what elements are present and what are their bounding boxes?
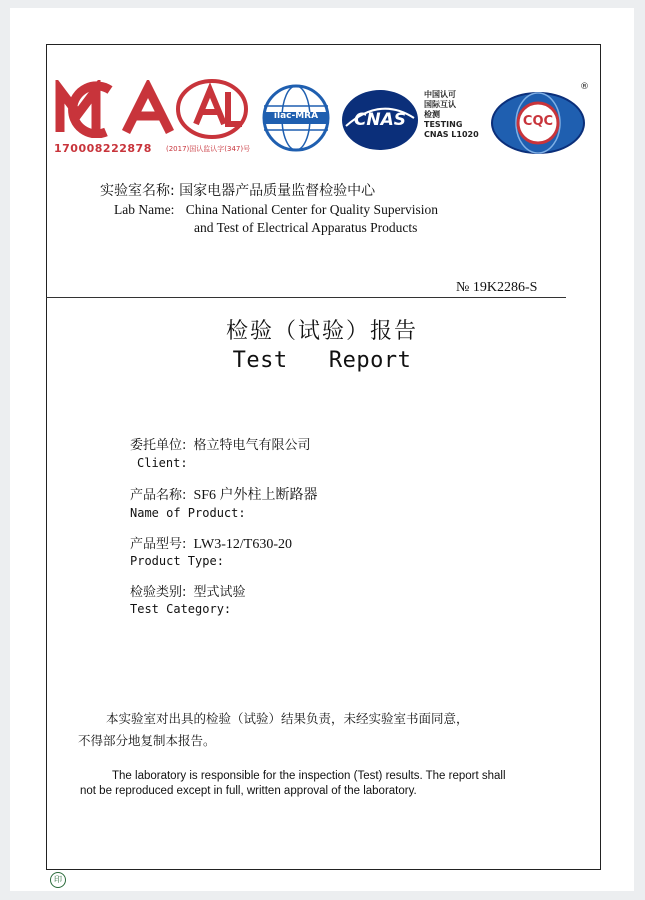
header-divider bbox=[46, 297, 566, 298]
field-value: 格立特电气有限公司 bbox=[193, 438, 311, 453]
cnas-text: CNAS bbox=[353, 110, 407, 130]
field-value: 型式试验 bbox=[193, 585, 246, 600]
field-test-category bbox=[130, 581, 246, 600]
field-label-en: Test Category: bbox=[130, 602, 232, 616]
cma-number: 170008222878 bbox=[54, 142, 152, 155]
lab-name-en-label: Lab Name: bbox=[114, 202, 175, 217]
cnas-logo bbox=[340, 88, 420, 152]
field-label-cn: 检验类别: bbox=[130, 585, 187, 600]
disclaimer-cn-line1: 本实验室对出具的检验（试验）结果负责，未经实验室书面同意， bbox=[106, 711, 469, 726]
lab-name-en-line2: and Test of Electrical Apparatus Products bbox=[194, 220, 418, 235]
cnas-line: 中国认可 bbox=[424, 90, 456, 99]
lab-name-cn-value: 国家电器产品质量监督检验中心 bbox=[179, 183, 376, 199]
field-value: LW3-12/T630-20 bbox=[193, 537, 292, 552]
field-label-en: Name of Product: bbox=[130, 506, 246, 520]
cqc-text: CQC bbox=[522, 114, 554, 129]
cnas-accreditation-text bbox=[424, 90, 479, 140]
field-value: SF6 户外柱上断路器 bbox=[193, 488, 318, 503]
field-label-cn: 产品名称: bbox=[130, 488, 187, 503]
disclaimer-cn-line2: 不得部分地复制本报告。 bbox=[78, 733, 216, 748]
lab-name-en bbox=[114, 201, 438, 218]
cma-logo-mark bbox=[54, 80, 174, 138]
title-en: Test Report bbox=[232, 348, 412, 373]
report-number: № 19K2286-S bbox=[456, 280, 538, 295]
cal-logo-mark bbox=[172, 78, 252, 140]
registered-mark: ® bbox=[580, 82, 589, 92]
cnas-line: CNAS L1020 bbox=[424, 130, 479, 139]
ilac-mra-logo bbox=[260, 82, 332, 154]
disclaimer-en-line2: not be reproduced except in full, written approval of the laboratory. bbox=[80, 785, 417, 797]
cnas-line: 国际互认 bbox=[424, 100, 456, 109]
field-product-name bbox=[130, 484, 318, 504]
cma-logo bbox=[54, 80, 174, 160]
cal-number: (2017)国认监认字(347)号 bbox=[166, 145, 251, 153]
lab-name-en-line1: China National Center for Quality Supervision bbox=[185, 202, 439, 217]
field-label-cn: 产品型号: bbox=[130, 537, 187, 552]
report-sheet bbox=[10, 8, 634, 891]
cqc-logo bbox=[488, 82, 589, 156]
field-product-type bbox=[130, 533, 292, 553]
cnas-line: TESTING bbox=[424, 120, 463, 129]
lab-name-cn bbox=[100, 180, 375, 200]
field-client bbox=[130, 434, 311, 453]
field-label-en: Product Type: bbox=[130, 554, 224, 568]
cnas-line: 检测 bbox=[424, 110, 440, 119]
title-cn: 检验（试验）报告 bbox=[225, 319, 418, 344]
footer-stamp-icon: 印 bbox=[50, 872, 66, 888]
cal-logo bbox=[166, 78, 252, 162]
field-label-cn: 委托单位: bbox=[130, 438, 187, 453]
lab-name-cn-label: 实验室名称: bbox=[100, 183, 175, 199]
disclaimer-en-line1: The laboratory is responsible for the inspection (Test) results. The report shall bbox=[112, 770, 506, 782]
field-label-en: Client: bbox=[137, 456, 188, 470]
ilac-text: ilac-MRA bbox=[273, 111, 319, 121]
